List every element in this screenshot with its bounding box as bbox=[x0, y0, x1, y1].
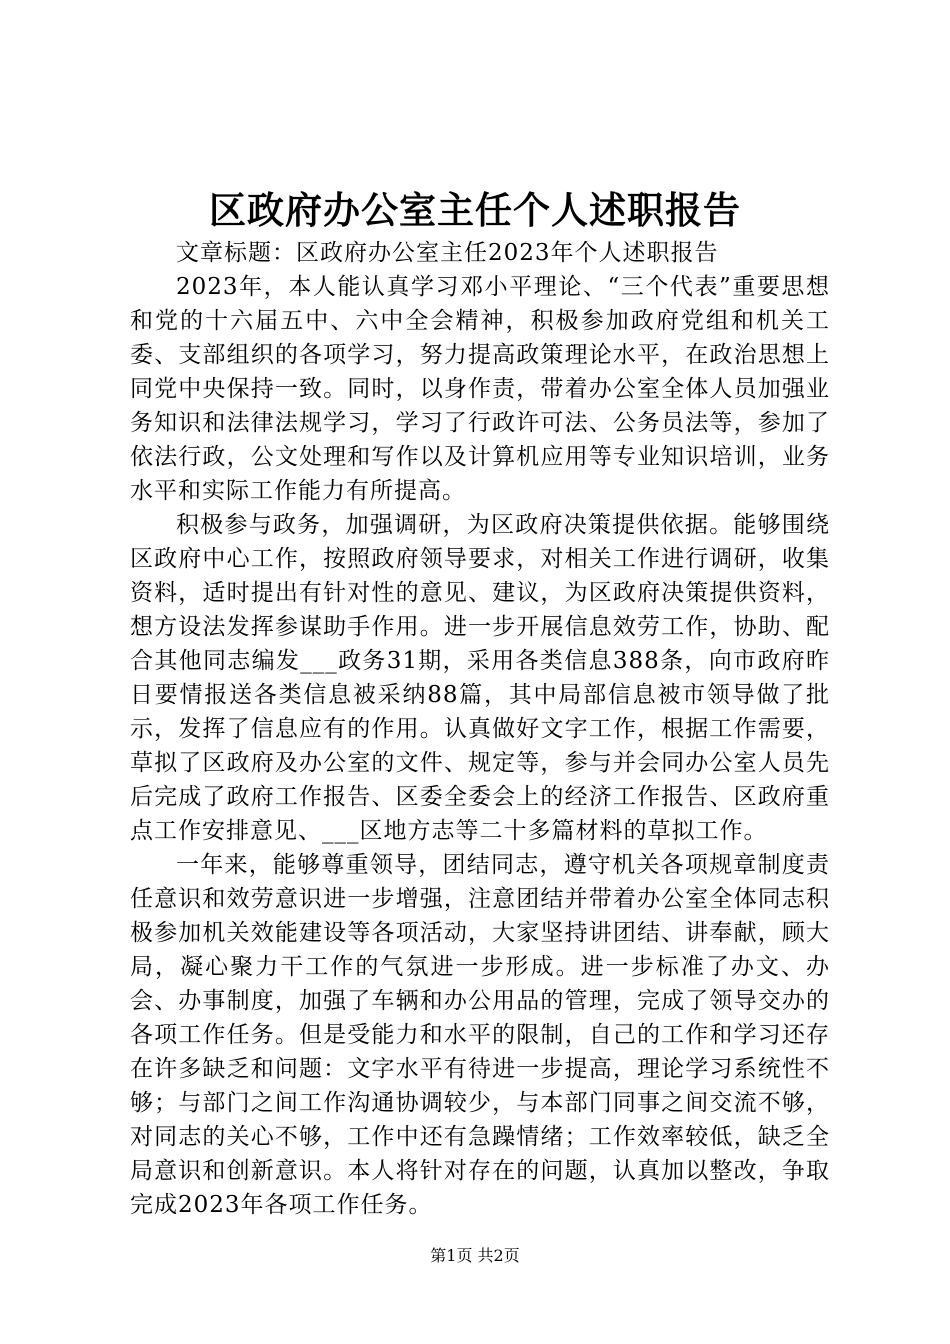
page-footer bbox=[0, 1246, 950, 1266]
paragraph-research: 积极参与政务，加强调研，为区政府决策提供依据。能够围绕区政府中心工作，按照政府领导要求，对相关工作进行调研，收集资料，适时提出有针对性的意见、建议，为区政府决策提供资料，想方设法发挥参谋助手作用。进一步开展信息效劳工作，协助、配合其他同志编发___政务31期，采用各类信息388条，向市政府昨日要情报送各类信息被采纳88篇，其中局部信息被市领导做了批示，发挥了信息应有的作用。认真做好文字工作，根据工作需要，草拟了区政府及办公室的文件、规定等，参与并会同办公室人员先后完成了政府工作报告、区委全委会上的经济工作报告、区政府重点工作安排意见、___区地方志等二十多篇材料的草拟工作。 bbox=[130, 512, 830, 844]
paragraph-study: 2023年，本人能认真学习邓小平理论、“三个代表”重要思想和党的十六届五中、六中全会精神，积极参加政府党组和机关工委、支部组织的各项学习，努力提高政策理论水平，在政治思想上同党中央保持一致。同时，以身作责，带着办公室全体人员加强业务知识和法律法规学习，学习了行政许可法、公务员法等，参加了依法行政，公文处理和写作以及计算机应用等专业知识培训，业务水平和实际工作能力有所提高。 bbox=[130, 274, 830, 504]
page-title: 区政府办公室主任个人述职报告 bbox=[209, 188, 741, 232]
page-indicator: 第1页 共2页 bbox=[430, 1246, 520, 1265]
document-body bbox=[130, 236, 830, 1222]
paragraph-summary: 一年来，能够尊重领导，团结同志，遵守机关各项规章制度责任意识和效劳意识进一步增强，注意团结并带着办公室全体同志积极参加机关效能建设等各项活动，大家坚持讲团结、讲奉献，顾大局，凝心聚力干工作的气氛进一步形成。进一步标准了办文、办会、办事制度，加强了车辆和办公用品的管理，完成了领导交办的各项工作任务。但是受能力和水平的限制，自己的工作和学习还存在许多缺乏和问题：文字水平有待进一步提高，理论学习系统性不够；与部门之间工作沟通协调较少，与本部门同事之间交流不够，对同志的关心不够，工作中还有急躁情绪；工作效率较低，缺乏全局意识和创新意识。本人将针对存在的问题，认真加以整改，争取完成2023年各项工作任务。 bbox=[130, 852, 830, 1218]
article-title-line: 文章标题：区政府办公室主任2023年个人述职报告 bbox=[176, 240, 719, 266]
